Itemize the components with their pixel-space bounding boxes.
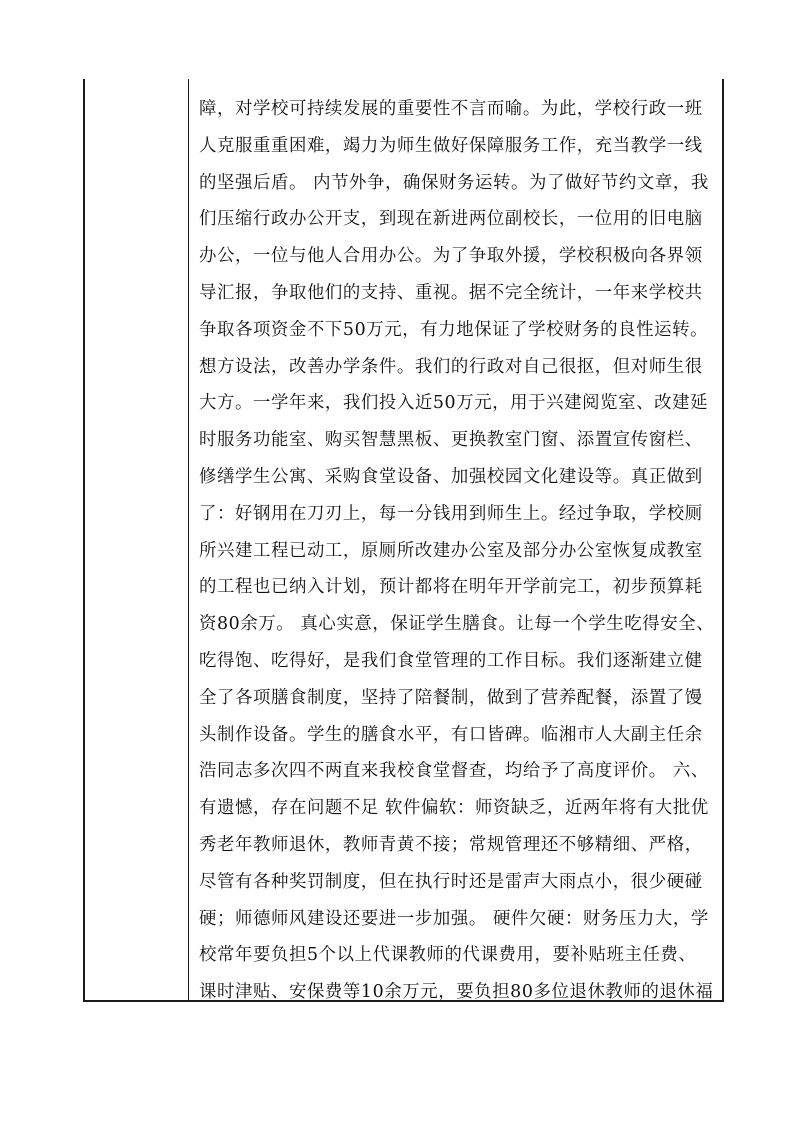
- body-text-line: 争取各项资金不下50万元，有力地保证了学校财务的良性运转。: [199, 319, 709, 340]
- body-text-line: 全了各项膳食制度，坚持了陪餐制，做到了营养配餐，添置了馒: [199, 687, 703, 708]
- body-text-line: 导汇报，争取他们的支持、重视。据不完全统计，一年来学校共: [199, 282, 703, 303]
- body-text-line: 浩同志多次四不两直来我校食堂督查，均给予了高度评价。 六、: [199, 761, 709, 782]
- body-text-line: 们压缩行政办公开支，到现在新进两位副校长，一位用的旧电脑: [199, 209, 703, 230]
- body-text-line: 有遗憾，存在问题不足 软件偏软：师资缺乏，近两年将有大批优: [199, 798, 709, 819]
- body-text-line: 想方设法，改善办学条件。我们的行政对自己很抠，但对师生很: [199, 356, 703, 377]
- body-text: [199, 91, 727, 1011]
- table-label-cell: [85, 79, 189, 1000]
- body-text-line: 硬；师德师风建设还要进一步加强。 硬件欠硬：财务压力大，学: [199, 908, 709, 929]
- body-text-line: 大方。一学年来，我们投入近50万元，用于兴建阅览室、改建延: [199, 393, 709, 414]
- body-text-line: 的工程也已纳入计划，预计都将在明年开学前完工，初步预算耗: [199, 577, 703, 598]
- table-content-cell: [189, 79, 722, 1003]
- body-text-line: 资80余万。 真心实意，保证学生膳食。让每一个学生吃得安全、: [199, 614, 715, 635]
- body-text-line: 了：好钢用在刀刃上，每一分钱用到师生上。经过争取，学校厕: [199, 503, 703, 524]
- body-text-line: 校常年要负担5个以上代课教师的代课费用，要补贴班主任费、: [199, 945, 697, 966]
- body-text-line: 头制作设备。学生的膳食水平，有口皆碑。临湘市人大副主任余: [199, 724, 703, 745]
- form-table: [83, 79, 724, 1002]
- body-text-line: 所兴建工程已动工，原厕所改建办公室及部分办公室恢复成教室: [199, 540, 703, 561]
- body-text-line: 障，对学校可持续发展的重要性不言而喻。为此，学校行政一班: [199, 99, 703, 119]
- body-text-line: 办公，一位与他人合用办公。为了争取外援，学校积极向各界领: [199, 246, 703, 267]
- body-text-line: 吃得饱、吃得好，是我们食堂管理的工作目标。我们逐渐建立健: [199, 650, 703, 671]
- body-text-line: 人克服重重困难，竭力为师生做好保障服务工作，充当教学一线: [199, 135, 703, 156]
- body-text-line: 课时津贴、安保费等10余万元，要负担80多位退休教师的退休福: [199, 982, 714, 1003]
- body-text-line: 秀老年教师退休，教师青黄不接；常规管理还不够精细、严格，: [199, 834, 703, 855]
- body-text-line: 的坚强后盾。 内节外争，确保财务运转。为了做好节约文章，我: [199, 172, 709, 193]
- body-text-line: 时服务功能室、购买智慧黑板、更换教室门窗、添置宣传窗栏、: [199, 430, 703, 451]
- body-text-line: 修缮学生公寓、采购食堂设备、加强校园文化建设等。真正做到: [199, 466, 703, 487]
- body-text-line: 尽管有各种奖罚制度，但在执行时还是雷声大雨点小，很少硬碰: [199, 871, 703, 892]
